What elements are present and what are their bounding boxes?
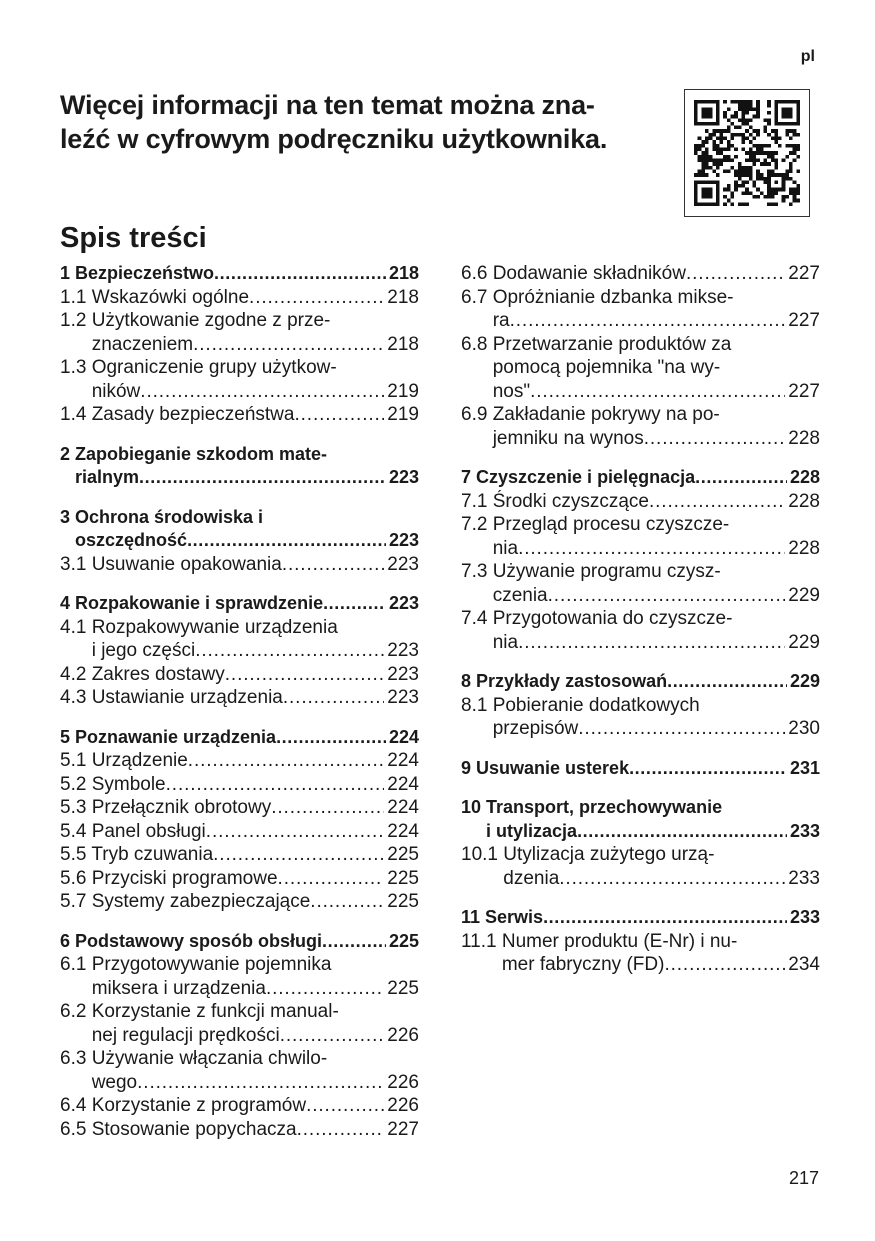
dot-leader xyxy=(297,1118,385,1142)
dot-leader xyxy=(195,639,384,663)
toc-section[interactable] xyxy=(461,403,820,450)
toc-page-ref: 230 xyxy=(788,718,820,739)
toc-section[interactable] xyxy=(461,513,820,560)
dot-leader xyxy=(578,717,785,741)
toc-page-ref: 226 xyxy=(387,1024,419,1046)
toc-entry-text: 6.6 Dodawanie składników xyxy=(461,263,686,284)
toc-section[interactable] xyxy=(461,490,820,514)
toc-entry-text: wego xyxy=(91,1071,138,1093)
toc-entry-text: 6.5 Stosowanie popychacza xyxy=(60,1118,297,1140)
toc-section[interactable] xyxy=(60,1118,419,1142)
toc-entry-text: 6 Podstawowy sposób obsługi xyxy=(60,930,323,951)
toc-entry-text: 5 Poznawanie urządzenia xyxy=(60,726,277,747)
toc-chapter[interactable] xyxy=(461,466,820,490)
toc-group xyxy=(60,506,419,577)
toc-page-ref: 227 xyxy=(387,1118,419,1140)
toc-entry-leader-line xyxy=(461,867,820,891)
dot-leader xyxy=(280,1024,385,1048)
toc-entry-text: 11 Serwis xyxy=(461,907,544,927)
toc-section[interactable] xyxy=(60,1047,419,1094)
toc-title: Spis treści xyxy=(60,222,207,254)
toc-entry-text: 1 Bezpieczeństwo xyxy=(60,263,215,283)
dot-leader xyxy=(137,1071,384,1095)
toc-section[interactable] xyxy=(60,403,419,427)
toc-entry-text: 8.1 Pobieranie dodatkowych xyxy=(461,694,700,716)
toc-entry-text: 2 Zapobieganie szkodom mate- xyxy=(60,443,328,464)
toc-entry-text: 7.2 Przegląd procesu czyszcze- xyxy=(461,514,730,535)
toc-entry-leader-line xyxy=(60,333,419,357)
dot-leader xyxy=(266,977,384,1001)
toc-page-ref: 223 xyxy=(387,663,419,685)
toc-group xyxy=(461,906,820,977)
toc-column-right xyxy=(461,262,820,993)
toc-entry-text: 10.1 Utylizacja zużytego urzą- xyxy=(461,844,715,865)
toc-section[interactable] xyxy=(60,867,419,891)
toc-entry-leader-line xyxy=(461,262,820,286)
toc-entry-leader-line xyxy=(60,867,419,891)
toc-page-ref: 223 xyxy=(388,467,419,487)
toc-entry-leader-line xyxy=(461,717,820,741)
dot-leader xyxy=(577,820,787,844)
intro-line: leźć w cyfrowym podręczniku użytkownika. xyxy=(60,124,608,154)
toc-entry-leader-line xyxy=(461,906,820,930)
toc-group xyxy=(60,262,419,427)
toc-entry-text: 3 Ochrona środowiska i xyxy=(60,506,264,527)
toc-column-left xyxy=(60,262,419,1157)
toc-entry-text: 4 Rozpakowanie i sprawdzenie xyxy=(60,593,324,613)
toc-group xyxy=(461,757,820,781)
dot-leader xyxy=(518,537,785,561)
toc-page-ref: 227 xyxy=(788,263,820,284)
toc-entry-leader-line xyxy=(461,584,820,608)
toc-entry-text: 9 Usuwanie usterek xyxy=(461,757,630,778)
toc-page-ref: 228 xyxy=(789,467,820,487)
toc-entry-text: i jego części xyxy=(91,640,196,661)
toc-chapter[interactable] xyxy=(60,592,419,616)
toc-entry-text: mer fabryczny (FD) xyxy=(501,954,665,975)
dot-leader xyxy=(294,403,384,427)
toc-group xyxy=(60,592,419,710)
intro-line: Więcej informacji na ten temat można zna- xyxy=(60,90,595,120)
dot-leader xyxy=(276,726,386,750)
toc-page-ref: 219 xyxy=(387,380,419,402)
toc-entry-text: 10 Transport, przechowywanie xyxy=(461,797,723,817)
dot-leader xyxy=(306,1094,384,1118)
toc-section[interactable] xyxy=(60,773,419,797)
page-number: 217 xyxy=(788,1168,819,1188)
toc-section[interactable] xyxy=(60,686,419,710)
toc-section[interactable] xyxy=(461,560,820,607)
toc-entry-text: 4.3 Ustawianie urządzenia xyxy=(60,687,283,708)
toc-page-ref: 225 xyxy=(387,844,419,865)
toc-section[interactable] xyxy=(60,796,419,820)
toc-entry-leader-line xyxy=(60,1118,419,1142)
toc-entry-text: 5.7 Systemy zabezpieczające xyxy=(60,891,311,912)
toc-page-ref: 228 xyxy=(788,427,820,449)
toc-section[interactable] xyxy=(461,333,820,404)
toc-group xyxy=(461,796,820,890)
toc-chapter[interactable] xyxy=(60,506,419,553)
toc-entry-text: 1.1 Wskazówki ogólne xyxy=(60,286,250,308)
toc-chapter[interactable] xyxy=(60,726,419,750)
toc-section[interactable] xyxy=(461,843,820,890)
intro-heading xyxy=(60,88,670,156)
toc-entry-leader-line xyxy=(60,890,419,914)
dot-leader xyxy=(140,380,384,404)
qr-code-icon xyxy=(694,100,800,206)
toc-entry-text: 1.4 Zasady bezpieczeństwa xyxy=(60,404,295,425)
toc-page-ref: 218 xyxy=(388,263,419,283)
toc-section[interactable] xyxy=(60,356,419,403)
toc-chapter[interactable] xyxy=(461,796,820,843)
dot-leader xyxy=(664,953,785,977)
toc-entry-leader-line xyxy=(60,262,419,286)
toc-section[interactable] xyxy=(60,616,419,663)
toc-page-ref: 219 xyxy=(387,404,419,425)
toc-entry-leader-line xyxy=(60,796,419,820)
toc-entry-leader-line xyxy=(60,1094,419,1118)
toc-page-ref: 226 xyxy=(387,1095,419,1116)
toc-page-ref: 233 xyxy=(788,867,820,889)
dot-leader xyxy=(518,631,785,655)
toc-page-ref: 218 xyxy=(387,286,419,308)
toc-entry-text: 1.3 Ograniczenie grupy użytkow- xyxy=(60,357,337,378)
toc-entry-text: czenia xyxy=(492,584,548,606)
toc-page-ref: 223 xyxy=(388,593,419,613)
toc-section[interactable] xyxy=(60,1000,419,1047)
toc-entry-text: 4.2 Zakres dostawy xyxy=(60,663,225,685)
toc-entry-text: miksera i urządzenia xyxy=(91,977,266,999)
dot-leader xyxy=(225,663,385,687)
toc-entry-leader-line xyxy=(461,490,820,514)
toc-page-ref: 234 xyxy=(788,954,820,975)
dot-leader xyxy=(686,262,785,286)
toc-chapter[interactable] xyxy=(461,670,820,694)
toc-entry-text: nia xyxy=(492,537,519,559)
toc-entry-text: ra xyxy=(492,310,510,331)
toc-group xyxy=(60,443,419,490)
toc-entry-text: nos" xyxy=(492,380,531,402)
toc-page-ref: 224 xyxy=(388,726,419,747)
toc-section[interactable] xyxy=(461,262,820,286)
toc-page-ref: 229 xyxy=(788,631,820,653)
toc-page-ref: 228 xyxy=(788,490,820,512)
toc-entry-text: 5.6 Przyciski programowe xyxy=(60,867,278,889)
dot-leader xyxy=(322,930,386,954)
dot-leader xyxy=(188,749,385,773)
toc-entry-text: 6.9 Zakładanie pokrywy na po- xyxy=(461,404,720,425)
toc-entry-text: 6.1 Przygotowywanie pojemnika xyxy=(60,954,332,975)
toc-page-ref: 224 xyxy=(387,820,419,842)
dot-leader xyxy=(213,843,384,867)
toc-section[interactable] xyxy=(60,309,419,356)
toc-entry-text: 6.7 Opróżnianie dzbanka mikse- xyxy=(461,286,734,308)
dot-leader xyxy=(166,773,385,797)
toc-section[interactable] xyxy=(461,930,820,977)
toc-entry-text: 1.2 Użytkowanie zgodne z prze- xyxy=(60,310,331,331)
dot-leader xyxy=(543,906,787,930)
toc-entry-text: 7.4 Przygotowania do czyszcze- xyxy=(461,608,733,629)
toc-page-ref: 229 xyxy=(788,584,820,606)
toc-entry-text: 6.3 Używanie włączania chwilo- xyxy=(60,1048,328,1069)
toc-entry-text: oszczędność xyxy=(75,530,188,550)
toc-entry-leader-line xyxy=(60,553,419,577)
toc-entry-text: nia xyxy=(492,631,519,653)
dot-leader xyxy=(139,466,386,490)
toc-section[interactable] xyxy=(60,953,419,1000)
toc-page-ref: 228 xyxy=(788,537,820,559)
toc-entry-text: 5.4 Panel obsługi xyxy=(60,820,206,842)
toc-entry-leader-line xyxy=(60,686,419,710)
toc-page-ref: 223 xyxy=(387,687,419,708)
toc-entry-text: 3.1 Usuwanie opakowania xyxy=(60,553,282,575)
toc-page-ref: 233 xyxy=(789,820,820,841)
toc-entry-text: jemniku na wynos xyxy=(492,427,644,449)
toc-page-ref: 233 xyxy=(789,907,820,927)
toc-page-ref: 225 xyxy=(387,867,419,889)
toc-entry-text: 4.1 Rozpakowywanie urządzenia xyxy=(60,616,338,638)
toc-entry-text: 5.5 Tryb czuwania xyxy=(60,844,214,865)
toc-page-ref: 227 xyxy=(788,310,820,331)
toc-entry-leader-line xyxy=(60,663,419,687)
toc-entry-leader-line xyxy=(461,757,820,781)
toc-entry-text: znaczeniem xyxy=(91,333,194,355)
toc-entry-text: 6.4 Korzystanie z programów xyxy=(60,1095,307,1116)
toc-entry-leader-line xyxy=(60,592,419,616)
toc-page-ref: 229 xyxy=(789,671,820,691)
toc-page-ref: 227 xyxy=(788,380,820,402)
toc-section[interactable] xyxy=(60,663,419,687)
toc-section[interactable] xyxy=(60,1094,419,1118)
qr-code xyxy=(684,89,810,217)
toc-section[interactable] xyxy=(461,694,820,741)
toc-entry-text: 5.3 Przełącznik obrotowy xyxy=(60,797,272,818)
toc-section[interactable] xyxy=(60,890,419,914)
dot-leader xyxy=(310,890,384,914)
toc-entry-leader-line xyxy=(461,631,820,655)
toc-section[interactable] xyxy=(60,843,419,867)
toc-entry-text: 8 Przykłady zastosowań xyxy=(461,671,668,691)
dot-leader xyxy=(629,757,787,781)
toc-section[interactable] xyxy=(60,820,419,844)
toc-group xyxy=(461,670,820,741)
toc-entry-leader-line xyxy=(60,726,419,750)
dot-leader xyxy=(530,380,785,404)
dot-leader xyxy=(644,427,786,451)
toc-page-ref: 225 xyxy=(388,930,419,951)
language-code: pl xyxy=(800,48,815,65)
toc-entry-leader-line xyxy=(60,380,419,404)
toc-entry-leader-line xyxy=(461,953,820,977)
toc-entry-leader-line xyxy=(60,843,419,867)
toc-page-ref: 223 xyxy=(387,553,419,575)
toc-group xyxy=(461,466,820,654)
dot-leader xyxy=(323,592,386,616)
toc-page-ref: 224 xyxy=(387,750,419,771)
toc-group xyxy=(60,930,419,1142)
toc-entry-leader-line xyxy=(60,1024,419,1048)
toc-entry-text: ników xyxy=(91,380,141,402)
toc-page-ref: 226 xyxy=(387,1071,419,1093)
dot-leader xyxy=(649,490,785,514)
toc-entry-leader-line xyxy=(60,403,419,427)
toc-entry-leader-line xyxy=(461,427,820,451)
dot-leader xyxy=(193,333,384,357)
toc-chapter[interactable] xyxy=(60,930,419,954)
toc-entry-text: dzenia xyxy=(503,867,560,889)
toc-entry-text: 6.2 Korzystanie z funkcji manual- xyxy=(60,1001,339,1022)
dot-leader xyxy=(187,529,386,553)
toc-entry-text: 7.3 Używanie programu czysz- xyxy=(461,561,721,582)
dot-leader xyxy=(214,262,386,286)
toc-entry-leader-line xyxy=(461,309,820,333)
toc-entry-leader-line xyxy=(60,529,419,553)
dot-leader xyxy=(548,584,786,608)
toc-section[interactable] xyxy=(461,286,820,333)
toc-entry-leader-line xyxy=(60,930,419,954)
toc-section[interactable] xyxy=(60,749,419,773)
toc-entry-leader-line xyxy=(461,537,820,561)
toc-entry-leader-line xyxy=(461,820,820,844)
toc-entry-leader-line xyxy=(461,670,820,694)
toc-section[interactable] xyxy=(60,553,419,577)
toc-entry-text: 7 Czyszczenie i pielęgnacja xyxy=(461,467,696,487)
toc-page-ref: 223 xyxy=(387,640,419,661)
toc-page-ref: 231 xyxy=(789,757,820,778)
dot-leader xyxy=(278,867,385,891)
toc-entry-text: 6.8 Przetwarzanie produktów za xyxy=(461,333,732,355)
toc-entry-text: rialnym xyxy=(75,467,140,487)
toc-section[interactable] xyxy=(60,286,419,310)
toc-entry-leader-line xyxy=(60,466,419,490)
toc-page-ref: 225 xyxy=(387,977,419,999)
toc-entry-text: pomocą pojemnika "na wy- xyxy=(492,357,721,378)
toc-section[interactable] xyxy=(461,607,820,654)
dot-leader xyxy=(206,820,385,844)
toc-page-ref: 224 xyxy=(387,797,419,818)
toc-page-ref: 224 xyxy=(387,773,419,795)
toc-page-ref: 218 xyxy=(387,333,419,355)
toc-entry-leader-line xyxy=(60,773,419,797)
dot-leader xyxy=(249,286,384,310)
toc-entry-text: nej regulacji prędkości xyxy=(91,1024,280,1046)
toc-entry-leader-line xyxy=(60,977,419,1001)
toc-page-ref: 225 xyxy=(387,891,419,912)
dot-leader xyxy=(559,867,785,891)
toc-entry-text: 7.1 Środki czyszczące xyxy=(461,490,649,512)
toc-chapter[interactable] xyxy=(60,443,419,490)
toc-entry-leader-line xyxy=(60,286,419,310)
toc-entry-leader-line xyxy=(60,820,419,844)
toc-group xyxy=(461,262,820,450)
toc-entry-text: i utylizacja xyxy=(486,820,578,841)
dot-leader xyxy=(283,686,384,710)
toc-entry-leader-line xyxy=(60,1071,419,1095)
toc-entry-leader-line xyxy=(60,639,419,663)
dot-leader xyxy=(695,466,787,490)
dot-leader xyxy=(282,553,384,577)
toc-group xyxy=(60,726,419,914)
toc-entry-leader-line xyxy=(461,466,820,490)
dot-leader xyxy=(271,796,384,820)
toc-chapter[interactable] xyxy=(60,262,419,286)
dot-leader xyxy=(510,309,786,333)
toc-page-ref: 223 xyxy=(388,530,419,550)
toc-entry-text: 11.1 Numer produktu (E-Nr) i nu- xyxy=(461,930,738,952)
toc-entry-text: 5.1 Urządzenie xyxy=(60,750,188,771)
toc-entry-leader-line xyxy=(60,749,419,773)
toc-entry-leader-line xyxy=(461,380,820,404)
toc-entry-text: 5.2 Symbole xyxy=(60,773,166,795)
dot-leader xyxy=(667,670,787,694)
toc-entry-text: przepisów xyxy=(492,718,579,739)
toc-chapter[interactable] xyxy=(461,757,820,781)
toc-chapter[interactable] xyxy=(461,906,820,930)
